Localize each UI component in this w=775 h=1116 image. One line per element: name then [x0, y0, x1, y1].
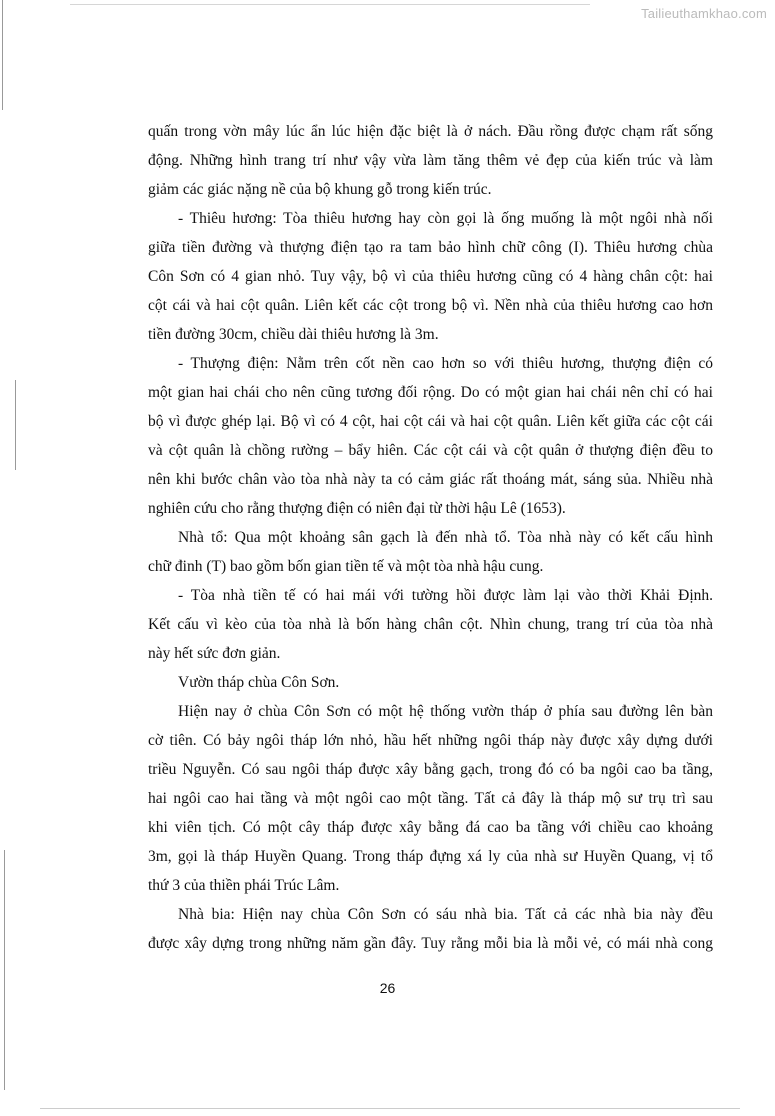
text-line: hai ngôi cao hai tầng và một ngôi cao một tầng. Tất cả đây là tháp mộ sư trụ trì sau [148, 790, 713, 807]
scan-edge-noise [40, 1108, 740, 1109]
text-line: - Thượng điện: Nằm trên cốt nền cao hơn so với thiêu hương, thượng điện có [178, 355, 713, 372]
text-line: bộ vì được ghép lại. Bộ vì có 4 cột, hai cột cái và hai cột quân. Liên kết giữa các cột cái [148, 413, 713, 430]
paragraph [148, 697, 713, 900]
document-body [148, 117, 713, 958]
text-line: 3m, gọi là tháp Huyền Quang. Trong tháp đựng xá ly của nhà sư Huyền Quang, vị tổ [148, 848, 713, 865]
text-line: tiền đường 30cm, chiều dài thiêu hương là 3m. [148, 326, 439, 343]
text-line: nghiên cứu cho rằng thượng điện có niên đại từ thời hậu Lê (1653). [148, 500, 566, 517]
text-line: - Thiêu hương: Tòa thiêu hương hay còn gọi là ống muống là một ngôi nhà nối [178, 210, 713, 227]
text-line: cột cái và hai cột quân. Liên kết các cột trong bộ vì. Nền nhà của thiêu hương cao hơn [148, 297, 713, 314]
text-line: Côn Sơn có 4 gian nhỏ. Tuy vậy, bộ vì của thiêu hương cũng có 4 hàng chân cột: hai [148, 268, 713, 285]
paragraph [148, 581, 713, 668]
text-line: một gian hai chái cho nên cũng tương đối rộng. Do có một gian hai chái nên chỉ có hai [148, 384, 713, 401]
page-number: 26 [379, 980, 396, 996]
text-line: Hiện nay ở chùa Côn Sơn có một hệ thống vườn tháp ở phía sau đường lên bàn [178, 703, 713, 720]
text-line: quấn trong vờn mây lúc ẩn lúc hiện đặc biệt là ở nách. Đầu rồng được chạm rất sống [148, 123, 713, 140]
scan-edge-noise [70, 4, 590, 5]
paragraph [148, 668, 713, 697]
text-line: Nhà bia: Hiện nay chùa Côn Sơn có sáu nhà bia. Tất cả các nhà bia này đều [178, 906, 713, 923]
paragraph [148, 204, 713, 349]
text-line: chữ đinh (T) bao gồm bốn gian tiền tế và một tòa nhà hậu cung. [148, 558, 544, 575]
watermark: Tailieuthamkhao.com [641, 6, 767, 21]
text-line: giữa tiền đường và thượng điện tạo ra tam bảo hình chữ công (I). Thiêu hương chùa [148, 239, 713, 256]
text-line: cờ tiên. Có bảy ngôi tháp lớn nhỏ, hầu hết những ngôi tháp này được xây dựng dưới [148, 732, 713, 749]
text-line: nên khi bước chân vào tòa nhà này ta có cảm giác rất thoáng mát, sáng sủa. Nhiều nhà [148, 471, 713, 488]
paragraph [148, 349, 713, 523]
scan-edge-noise [2, 0, 3, 110]
paragraph [148, 900, 713, 958]
text-line: giảm các giác nặng nề của bộ khung gỗ trong kiến trúc. [148, 181, 492, 198]
scan-edge-noise [4, 850, 5, 1090]
text-line: thứ 3 của thiền phái Trúc Lâm. [148, 877, 340, 894]
text-line: này hết sức đơn giản. [148, 645, 281, 662]
text-line: Kết cấu vì kèo của tòa nhà là bốn hàng chân cột. Nhìn chung, trang trí của tòa nhà [148, 616, 713, 633]
text-line: khi viên tịch. Có một cây tháp được xây bằng đá cao ba tầng với chiều cao khoảng [148, 819, 713, 836]
text-line: và cột quân là chồng rường – bẩy hiên. Các cột cái và cột quân ở thượng điện đều to [148, 442, 713, 459]
text-line: được xây dựng trong những năm gần đây. Tuy rằng mỗi bia là mỗi vẻ, có mái nhà cong [148, 935, 713, 952]
text-line: Vườn tháp chùa Côn Sơn. [178, 674, 340, 691]
text-line: động. Những hình trang trí như vậy vừa làm tăng thêm vẻ đẹp của kiến trúc và làm [148, 152, 713, 169]
paragraph [148, 117, 713, 204]
paragraph [148, 523, 713, 581]
text-line: triều Nguyễn. Có sau ngôi tháp được xây bằng gạch, trong đó có ba ngôi cao ba tầng, [148, 761, 713, 778]
text-line: Nhà tổ: Qua một khoảng sân gạch là đến nhà tổ. Tòa nhà này có kết cấu hình [178, 529, 713, 546]
scan-edge-noise [15, 380, 16, 470]
text-line: - Tòa nhà tiền tế có hai mái với tường hồi được làm lại vào thời Khải Định. [178, 587, 713, 604]
